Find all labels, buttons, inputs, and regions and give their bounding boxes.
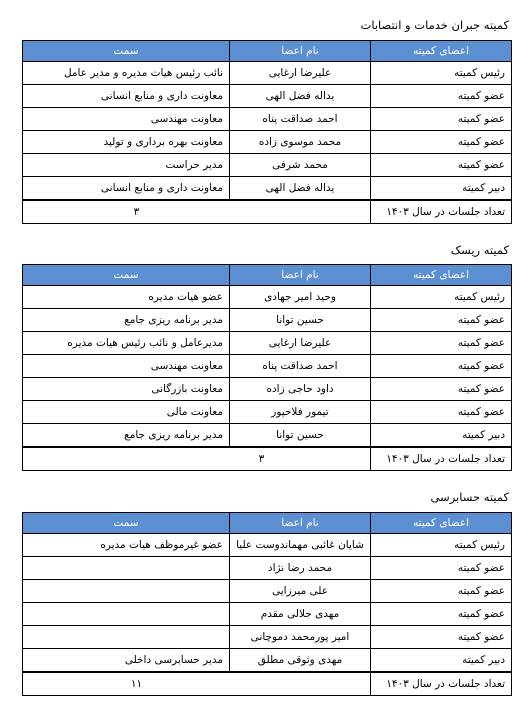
header-row [23, 41, 512, 62]
member-name-cell: حسین توانا [230, 309, 371, 332]
role-cell: عضو کمیته [371, 401, 512, 424]
table-row [23, 332, 512, 355]
role-cell: دبیر کمیته [371, 177, 512, 201]
position-cell: مدیر حراست [23, 154, 230, 177]
header-row [23, 513, 512, 534]
member-name-cell: علیرضا ارغایی [230, 332, 371, 355]
position-cell: معاونت بازرگانی [23, 378, 230, 401]
meeting-count-value: ۳ [23, 200, 371, 224]
position-cell: نائب رئیس هیات مدیره و مدیر عامل [23, 62, 230, 85]
member-name-cell: وحید امیر جهادی [230, 286, 371, 309]
position-cell: معاونت مهندسی [23, 355, 230, 378]
role-cell: عضو کمیته [371, 603, 512, 626]
table-row [23, 177, 512, 201]
role-cell: عضو کمیته [371, 332, 512, 355]
column-header: سمت [23, 41, 230, 62]
column-header: نام اعضا [230, 513, 371, 534]
table-row [23, 626, 512, 649]
member-name-cell: علی میرزایی [230, 580, 371, 603]
position-cell [23, 603, 230, 626]
table-row [23, 649, 512, 673]
member-name-cell: داود حاجی زاده [230, 378, 371, 401]
column-header: اعضای کمیته [371, 265, 512, 286]
table-row [23, 401, 512, 424]
table-row [23, 62, 512, 85]
position-cell: معاونت مهندسی [23, 108, 230, 131]
role-cell: دبیر کمیته [371, 649, 512, 673]
header-row [23, 265, 512, 286]
total-row [23, 672, 512, 696]
table-row [23, 85, 512, 108]
meeting-count-label: تعداد جلسات در سال ۱۴۰۳ [371, 200, 512, 224]
column-header: سمت [23, 513, 230, 534]
role-cell: عضو کمیته [371, 108, 512, 131]
member-name-cell: تیمور فلاحپور [230, 401, 371, 424]
total-row [23, 447, 512, 471]
role-cell: عضو کمیته [371, 557, 512, 580]
column-header: سمت [23, 265, 230, 286]
member-name-cell: احمد صداقت پناه [230, 355, 371, 378]
position-cell [23, 557, 230, 580]
position-cell [23, 626, 230, 649]
member-name-cell: مهدی وثوقی مطلق [230, 649, 371, 673]
section-title: کمیته ریسک [450, 243, 509, 257]
table-row [23, 424, 512, 448]
member-name-cell: امیر پورمحمد دموچانی [230, 626, 371, 649]
committee-table [22, 40, 512, 224]
table-row [23, 286, 512, 309]
total-row [23, 200, 512, 224]
role-cell: عضو کمیته [371, 309, 512, 332]
meeting-count-label: تعداد جلسات در سال ۱۴۰۳ [371, 447, 512, 471]
column-header: اعضای کمیته [371, 41, 512, 62]
position-cell: مدیر حسابرسی داخلی [23, 649, 230, 673]
role-cell: دبیر کمیته [371, 424, 512, 448]
member-name-cell: محمد موسوی زاده [230, 131, 371, 154]
table-row [23, 557, 512, 580]
role-cell: رئیس کمیته [371, 534, 512, 557]
member-name-cell: محمد شرفی [230, 154, 371, 177]
position-cell: معاونت داری و منابع انسانی [23, 85, 230, 108]
position-cell: معاونت داری و منابع انسانی [23, 177, 230, 201]
table-row [23, 534, 512, 557]
position-cell: معاونت بهره برداری و تولید [23, 131, 230, 154]
meeting-count-value: ۳ [23, 447, 371, 471]
role-cell: عضو کمیته [371, 626, 512, 649]
section-title: کمیته جبران خدمات و انتصابات [360, 18, 509, 32]
role-cell: عضو کمیته [371, 85, 512, 108]
column-header: نام اعضا [230, 265, 371, 286]
role-cell: عضو کمیته [371, 131, 512, 154]
committee-table [22, 512, 512, 696]
member-name-cell: حسین توانا [230, 424, 371, 448]
table-row [23, 131, 512, 154]
column-header: نام اعضا [230, 41, 371, 62]
table-row [23, 603, 512, 626]
table-row [23, 580, 512, 603]
table-row [23, 378, 512, 401]
member-name-cell: احمد صداقت پناه [230, 108, 371, 131]
member-name-cell: مهدی جلالی مقدم [230, 603, 371, 626]
position-cell: عضو غیرموظف هیات مدیره [23, 534, 230, 557]
member-name-cell: محمد رضا نژاد [230, 557, 371, 580]
role-cell: عضو کمیته [371, 378, 512, 401]
table-row [23, 108, 512, 131]
position-cell: مدیر برنامه ریزی جامع [23, 309, 230, 332]
member-name-cell: یداله فضل الهی [230, 85, 371, 108]
column-header: اعضای کمیته [371, 513, 512, 534]
table-row [23, 355, 512, 378]
position-cell: مدیرعامل و نائب رئیس هیات مدیره [23, 332, 230, 355]
position-cell: عضو هیات مدیره [23, 286, 230, 309]
committee-table [22, 264, 512, 471]
position-cell [23, 580, 230, 603]
role-cell: رئیس کمیته [371, 62, 512, 85]
meeting-count-label: تعداد جلسات در سال ۱۴۰۳ [371, 672, 512, 696]
position-cell: مدیر برنامه ریزی جامع [23, 424, 230, 448]
table-row [23, 309, 512, 332]
member-name-cell: علیرضا ارغایی [230, 62, 371, 85]
role-cell: عضو کمیته [371, 154, 512, 177]
meeting-count-value: ۱۱ [23, 672, 371, 696]
role-cell: عضو کمیته [371, 355, 512, 378]
member-name-cell: شایان غائبی مهماندوست علیا [230, 534, 371, 557]
section-title: کمیته حسابرسی [430, 490, 509, 504]
table-row [23, 154, 512, 177]
member-name-cell: یداله فضل الهی [230, 177, 371, 201]
position-cell: معاونت مالی [23, 401, 230, 424]
role-cell: رئیس کمیته [371, 286, 512, 309]
role-cell: عضو کمیته [371, 580, 512, 603]
